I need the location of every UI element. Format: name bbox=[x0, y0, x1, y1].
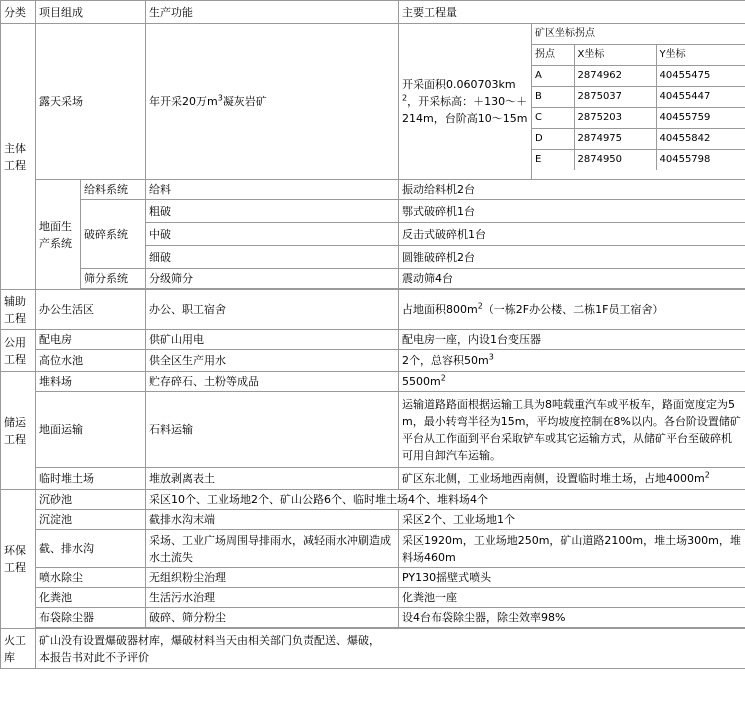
header-row bbox=[1, 1, 745, 24]
open-pit-function: 年开采20万$m^3$凝灰岩矿 bbox=[146, 24, 399, 180]
coords-row bbox=[532, 87, 745, 108]
sand-pool-name: 沉砂池 bbox=[36, 490, 146, 510]
settling-function: 截排水沟末端 bbox=[146, 510, 399, 530]
coords-y: 40455447 bbox=[656, 87, 745, 108]
coordinates-table bbox=[532, 24, 745, 170]
transport-name: 地面运输 bbox=[36, 392, 146, 468]
screening-quantity: 震动筛4台 bbox=[399, 269, 745, 289]
header-quantity: 主要工程量 bbox=[399, 1, 745, 24]
coords-title: 矿区坐标拐点 bbox=[532, 24, 745, 45]
yard-row bbox=[1, 372, 745, 392]
feeding-quantity: 振动给料机2台 bbox=[399, 180, 745, 200]
septic-name: 化粪池 bbox=[36, 588, 146, 608]
open-pit-name: 露天采场 bbox=[36, 24, 146, 180]
sand-pool-row bbox=[1, 490, 745, 510]
aux-quantity: 占地面积$800m^2$（一栋2F办公楼、二栋1F员工宿舍） bbox=[399, 290, 745, 330]
topsoil-row bbox=[1, 468, 745, 490]
coords-point: D bbox=[532, 129, 574, 150]
storage-category: 储运工程 bbox=[1, 372, 36, 490]
bag-function: 破碎、筛分粉尘 bbox=[146, 608, 399, 628]
coords-y: 40455842 bbox=[656, 129, 745, 150]
coords-y: 40455798 bbox=[656, 150, 745, 171]
coords-point: E bbox=[532, 150, 574, 171]
coords-header-row bbox=[532, 45, 745, 66]
ditch-function: 采场、工业广场周围导排雨水，减轻雨水冲刷造成水土流失 bbox=[146, 530, 399, 568]
septic-row bbox=[1, 588, 745, 608]
ditch-row bbox=[1, 530, 745, 568]
fire-text-line: 本报告书对此不予评价 bbox=[39, 650, 149, 664]
coords-header-y: Y坐标 bbox=[656, 45, 745, 66]
yard-quantity: $5500m^2$ bbox=[399, 372, 745, 392]
coords-row bbox=[532, 108, 745, 129]
coords-row bbox=[532, 66, 745, 87]
crushing-quantity: 鄂式破碎机1台 bbox=[399, 200, 745, 223]
crushing-function: 粗破 bbox=[146, 200, 399, 223]
open-pit-quantity: 开采面积$0.060703km^2$，开采标高：＋130～＋214m，台阶高10～15m bbox=[399, 24, 532, 180]
ditch-quantity: 采区1920m，工业场地250m，矿山道路2100m，堆土场300m，堆料场460m bbox=[399, 530, 745, 568]
spray-row bbox=[1, 568, 745, 588]
feeding-row bbox=[1, 180, 745, 200]
aux-row bbox=[1, 290, 745, 330]
transport-function: 石料运输 bbox=[146, 392, 399, 468]
bag-row bbox=[1, 608, 745, 628]
coords-point: B bbox=[532, 87, 574, 108]
aux-name: 办公生活区 bbox=[36, 290, 146, 330]
coords-x: 2874975 bbox=[574, 129, 656, 150]
spray-quantity: PY130摇壁式喷头 bbox=[399, 568, 745, 588]
coords-x: 2875203 bbox=[574, 108, 656, 129]
public-quantity: 2个，总容积$50m^3$ bbox=[399, 350, 745, 372]
aux-category: 辅助工程 bbox=[1, 290, 36, 330]
public-function: 供全区生产用水 bbox=[146, 350, 399, 372]
settling-row bbox=[1, 510, 745, 530]
transport-row bbox=[1, 392, 745, 468]
coords-point: C bbox=[532, 108, 574, 129]
coords-header-x: X坐标 bbox=[574, 45, 656, 66]
yard-function: 贮存碎石、土粉等成品 bbox=[146, 372, 399, 392]
screening-row bbox=[1, 269, 745, 289]
public-quantity: 配电房一座，内设1台变压器 bbox=[399, 330, 745, 350]
ditch-name: 截、排水沟 bbox=[36, 530, 146, 568]
topsoil-function: 堆放剥离表土 bbox=[146, 468, 399, 490]
header-component: 项目组成 bbox=[36, 1, 146, 24]
crushing-function: 中破 bbox=[146, 223, 399, 246]
fire-row bbox=[1, 629, 745, 669]
sand-pool-text: 采区10个、工业场地2个、矿山公路6个、临时堆土场4个、堆料场4个 bbox=[146, 490, 745, 510]
spray-name: 喷水除尘 bbox=[36, 568, 146, 588]
crushing-quantity: 反击式破碎机1台 bbox=[399, 223, 745, 246]
screening-function: 分级筛分 bbox=[146, 269, 399, 289]
main-eng-category: 主体工程 bbox=[1, 24, 36, 290]
bag-quantity: 设4台布袋除尘器，除尘效率98% bbox=[399, 608, 745, 628]
crushing-quantity: 圆锥破碎机2台 bbox=[399, 246, 745, 269]
septic-quantity: 化粪池一座 bbox=[399, 588, 745, 608]
coords-point: A bbox=[532, 66, 574, 87]
coords-y: 40455475 bbox=[656, 66, 745, 87]
coordinates-cell bbox=[532, 24, 745, 180]
yard-name: 堆料场 bbox=[36, 372, 146, 392]
crushing-row bbox=[1, 200, 745, 223]
topsoil-quantity: 矿区东北侧，工业场地西南侧，设置临时堆土场，占地$4000m^2$ bbox=[399, 468, 745, 490]
topsoil-name: 临时堆土场 bbox=[36, 468, 146, 490]
public-row bbox=[1, 330, 745, 350]
fire-category: 火工库 bbox=[1, 629, 36, 669]
env-category: 环保工程 bbox=[1, 490, 36, 629]
ground-system-name: 地面生产系统 bbox=[36, 180, 81, 290]
open-pit-row bbox=[1, 24, 745, 180]
header-function: 生产功能 bbox=[146, 1, 399, 24]
coords-header-point: 拐点 bbox=[532, 45, 574, 66]
feeding-function: 给料 bbox=[146, 180, 399, 200]
header-category: 分类 bbox=[1, 1, 36, 24]
feeding-system: 给料系统 bbox=[81, 180, 146, 200]
crushing-function: 细破 bbox=[146, 246, 399, 269]
coords-x: 2874962 bbox=[574, 66, 656, 87]
bag-name: 布袋除尘器 bbox=[36, 608, 146, 628]
fire-text bbox=[36, 629, 745, 669]
public-row bbox=[1, 350, 745, 372]
public-function: 供矿山用电 bbox=[146, 330, 399, 350]
public-name: 配电房 bbox=[36, 330, 146, 350]
coords-row bbox=[532, 150, 745, 171]
aux-function: 办公、职工宿舍 bbox=[146, 290, 399, 330]
fire-text-line: 矿山没有设置爆破器材库，爆破材料当天由相关部门负责配送、爆破， bbox=[39, 633, 380, 647]
settling-name: 沉淀池 bbox=[36, 510, 146, 530]
screening-system: 筛分系统 bbox=[81, 269, 146, 289]
crushing-system: 破碎系统 bbox=[81, 200, 146, 269]
transport-quantity: 运输道路路面根据运输工具为8吨载重汽车或平板车，路面宽度定为5m，最小转弯半径为15m，平均坡度控制在8%以内。各台阶设置储矿平台从工作面到平台采取铲车或其它运输方式，从储矿平台至破碎机可用自卸汽车运输。 bbox=[399, 392, 745, 468]
coords-x: 2874950 bbox=[574, 150, 656, 171]
coords-y: 40455759 bbox=[656, 108, 745, 129]
coords-row bbox=[532, 129, 745, 150]
public-category: 公用工程 bbox=[1, 330, 36, 372]
spray-function: 无组织粉尘治理 bbox=[146, 568, 399, 588]
settling-quantity: 采区2个、工业场地1个 bbox=[399, 510, 745, 530]
septic-function: 生活污水治理 bbox=[146, 588, 399, 608]
coords-x: 2875037 bbox=[574, 87, 656, 108]
coords-title-row bbox=[532, 24, 745, 45]
public-name: 高位水池 bbox=[36, 350, 146, 372]
